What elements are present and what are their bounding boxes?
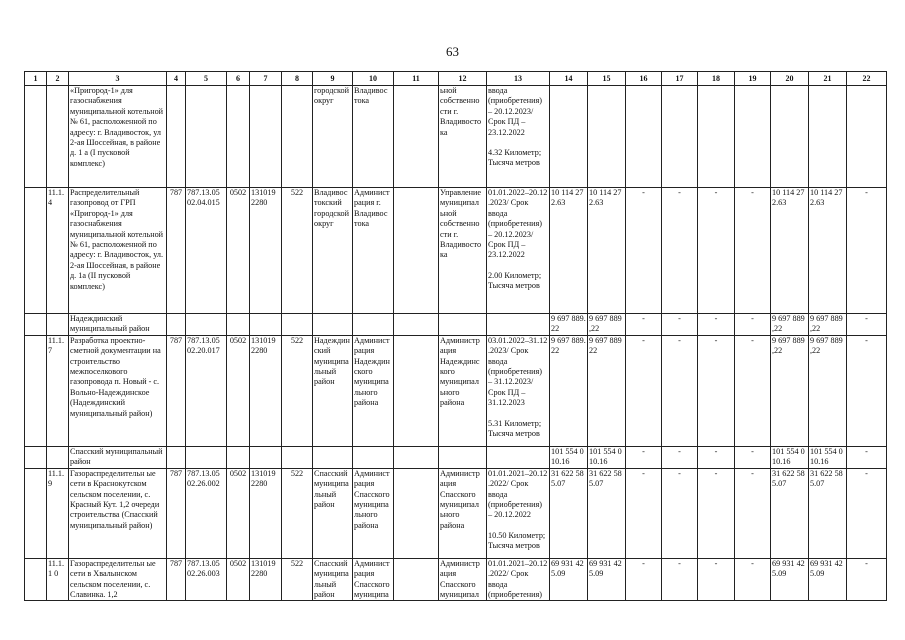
cell-col-18: - — [698, 446, 735, 468]
cell-col-15 — [588, 86, 626, 188]
cell-col-22: - — [847, 335, 887, 446]
column-number: 21 — [809, 72, 847, 86]
column-number: 14 — [550, 72, 588, 86]
cell-col-1 — [25, 314, 47, 336]
term-text: ввода (приобретения) – 20.12.2023/ Срок ПД – 23.12.2022 — [488, 86, 543, 137]
cell-col-4: 787 — [167, 558, 186, 601]
cell-col-21: 10 114 27 2.63 — [809, 188, 847, 314]
cell-col-15: 9 697 889 ,22 — [588, 314, 626, 336]
cell-col-6: 0502 — [227, 188, 250, 314]
cell-col-17: - — [662, 314, 698, 336]
column-number: 22 — [847, 72, 887, 86]
column-number: 12 — [439, 72, 487, 86]
cell-col-12: Управление муниципал ьной собственно сти г. Владивосто ка — [439, 188, 487, 314]
cell-col-21: 31 622 58 5.07 — [809, 468, 847, 558]
cell-col-12: ьной собственно сти г. Владивосто ка — [439, 86, 487, 188]
cell-col-7: 131019 2280 — [250, 188, 282, 314]
cell-col-5: 787.13.05 02.20.017 — [186, 335, 227, 446]
cell-col-12: Администр ация Спасского муниципал — [439, 558, 487, 601]
cell-col-9 — [313, 314, 353, 336]
cell-col-7 — [250, 314, 282, 336]
cell-col-20: 101 554 0 10.16 — [771, 446, 809, 468]
cell-col-11 — [394, 335, 439, 446]
cell-col-19: - — [735, 446, 771, 468]
cell-col-13 — [487, 188, 550, 314]
spacer — [488, 261, 548, 271]
cell-col-19: - — [735, 468, 771, 558]
cell-col-1 — [25, 86, 47, 188]
cell-col-17 — [662, 86, 698, 188]
cell-col-16: - — [626, 446, 662, 468]
cell-col-9: городской округ — [313, 86, 353, 188]
capacity-text: 2.00 Километр; Тысяча метров — [488, 270, 542, 291]
cell-col-7: 131019 2280 — [250, 335, 282, 446]
cell-col-13 — [487, 446, 550, 468]
cell-col-2: 11.1.7 — [47, 335, 69, 446]
column-number: 3 — [69, 72, 167, 86]
cell-col-17: - — [662, 468, 698, 558]
cell-col-6: 0502 — [227, 558, 250, 601]
cell-col-16: - — [626, 468, 662, 558]
cell-col-7 — [250, 86, 282, 188]
cell-col-12 — [439, 314, 487, 336]
cell-col-8 — [282, 446, 313, 468]
cell-col-19: - — [735, 188, 771, 314]
column-number: 4 — [167, 72, 186, 86]
cell-col-9: Владивос токский городской округ — [313, 188, 353, 314]
cell-col-8 — [282, 314, 313, 336]
cell-col-4 — [167, 446, 186, 468]
table-row — [25, 188, 887, 314]
cell-col-3: Разработка проектно-сметной документации на строительство межпоселкового газопровода п. Новый - с. Вольно-Надеждинское (Надеждинский муниципальный район) — [69, 335, 167, 446]
cell-col-14: 69 931 42 5.09 — [550, 558, 588, 601]
cell-col-6 — [227, 86, 250, 188]
spacer — [488, 138, 548, 148]
column-number: 7 — [250, 72, 282, 86]
cell-col-1 — [25, 335, 47, 446]
term-text: 03.01.2022–31.12 .2023/ Срок ввода (приобретения) – 31.12.2023/ Срок ПД – 31.12.2023 — [488, 335, 548, 408]
cell-col-19: - — [735, 335, 771, 446]
cell-col-14 — [550, 86, 588, 188]
table-row — [25, 86, 887, 188]
cell-col-4: 787 — [167, 335, 186, 446]
cell-col-19: - — [735, 314, 771, 336]
cell-col-14: 101 554 0 10.16 — [550, 446, 588, 468]
cell-col-14: 9 697 889. 22 — [551, 314, 586, 334]
cell-col-3: Надеждинский муниципальный район — [69, 314, 167, 336]
table-row — [25, 314, 887, 336]
cell-col-5 — [186, 446, 227, 468]
cell-col-20: 69 931 42 5.09 — [771, 558, 809, 601]
table-row — [25, 335, 887, 446]
cell-col-4 — [167, 314, 186, 336]
cell-col-6: 0502 — [227, 468, 250, 558]
cell-col-3: Газораспределительн ые сети в Хвалынском сельском поселении, с. Славинка. 1,2 — [69, 558, 167, 601]
table-row — [25, 468, 887, 558]
capacity-text: 5.31 Километр; Тысяча метров — [488, 418, 542, 439]
column-number: 1 — [25, 72, 47, 86]
cell-col-20: 9 697 889 ,22 — [771, 335, 809, 446]
cell-col-12 — [439, 446, 487, 468]
cell-col-2: 11.1.9 — [47, 468, 69, 558]
column-number: 11 — [394, 72, 439, 86]
cell-col-5: 787.13.05 02.26.002 — [186, 468, 227, 558]
cell-col-9: Надеждин ский муниципа льный район — [313, 335, 353, 446]
capacity-text: 10.50 Километр; Тысяча метров — [488, 530, 546, 551]
cell-col-11 — [394, 314, 439, 336]
cell-col-2 — [47, 446, 69, 468]
cell-col-13 — [487, 86, 550, 188]
cell-col-4 — [167, 86, 186, 188]
cell-col-21: 9 697 889 ,22 — [809, 314, 847, 336]
cell-col-15: 101 554 0 10.16 — [588, 446, 626, 468]
capacity-text: 4.32 Километр; Тысяча метров — [488, 148, 542, 168]
cell-col-11 — [394, 468, 439, 558]
cell-col-10: Админист рация Надеждин ского муниципа льного района — [353, 335, 394, 446]
cell-col-17: - — [662, 558, 698, 601]
cell-col-18: - — [698, 188, 735, 314]
column-number: 6 — [227, 72, 250, 86]
cell-col-16: - — [626, 314, 662, 336]
cell-col-3: Спасский муниципальный район — [69, 446, 167, 468]
cell-col-20: 10 114 27 2.63 — [771, 188, 809, 314]
cell-col-10: Админист рация Спасского муниципа — [353, 558, 394, 601]
spacer — [488, 521, 548, 531]
cell-col-15: 69 931 42 5.09 — [588, 558, 626, 601]
cell-col-9: Спасский муниципа льный район — [313, 468, 353, 558]
cell-col-21: 9 697 889 ,22 — [809, 335, 847, 446]
cell-col-22 — [847, 86, 887, 188]
cell-col-6: 0502 — [227, 335, 250, 446]
cell-col-22: - — [847, 468, 887, 558]
cell-col-8: 522 — [282, 468, 313, 558]
cell-col-22: - — [847, 314, 887, 336]
cell-col-20: 31 622 58 5.07 — [771, 468, 809, 558]
cell-col-8: 522 — [282, 188, 313, 314]
cell-col-13 — [487, 335, 550, 446]
cell-col-7: 131019 2280 — [250, 468, 282, 558]
cell-col-21: 69 931 42 5.09 — [809, 558, 847, 601]
cell-col-3: Газораспределительн ые сети в Краснокутском сельском поселении, с. Красный Кут. 1,2 очереди строительства (Спасский муниципальный район) — [69, 468, 167, 558]
cell-col-18: - — [698, 558, 735, 601]
spacer — [488, 409, 548, 419]
column-number-row — [25, 72, 887, 86]
register-table — [24, 71, 887, 601]
cell-col-21 — [809, 86, 847, 188]
cell-col-7: 131019 2280 — [250, 558, 282, 601]
cell-col-16 — [626, 86, 662, 188]
term-text: 01.01.2021–20.12 .2022/ Срок ввода (приобретения) — [488, 558, 548, 600]
cell-col-10: Админист рация г. Владивос тока — [353, 188, 394, 314]
cell-col-8 — [282, 86, 313, 188]
cell-col-11 — [394, 446, 439, 468]
cell-col-16: - — [626, 188, 662, 314]
cell-col-16: - — [626, 558, 662, 601]
cell-col-17: - — [662, 335, 698, 446]
cell-col-12: Администр ация Надеждинс кого муниципал ьного района — [439, 335, 487, 446]
cell-col-3: «Пригород-1» для газоснабжения муниципальной котельной № 61, расположенной по адресу: г. Владивосток, ул 2-ая Шоссейная, в районе д. 1 а (I пусковой комплекс) — [69, 86, 167, 188]
cell-col-11 — [394, 86, 439, 188]
cell-col-6 — [227, 314, 250, 336]
cell-col-6 — [227, 446, 250, 468]
column-number: 16 — [626, 72, 662, 86]
page-number: 63 — [446, 44, 459, 59]
cell-col-1 — [25, 446, 47, 468]
column-number: 10 — [353, 72, 394, 86]
column-number: 13 — [487, 72, 550, 86]
cell-col-8: 522 — [282, 558, 313, 601]
cell-col-13 — [487, 468, 550, 558]
cell-col-17: - — [662, 446, 698, 468]
column-number: 2 — [47, 72, 69, 86]
cell-col-1 — [25, 468, 47, 558]
column-number: 15 — [588, 72, 626, 86]
cell-col-21: 101 554 0 10.16 — [809, 446, 847, 468]
cell-col-22: - — [847, 188, 887, 314]
cell-col-16: - — [626, 335, 662, 446]
cell-col-19: - — [735, 558, 771, 601]
cell-col-4: 787 — [167, 188, 186, 314]
cell-col-14: 31 622 58 5.07 — [550, 468, 588, 558]
cell-col-13 — [487, 558, 550, 601]
cell-col-10 — [353, 314, 394, 336]
cell-col-5: 787.13.05 02.26.003 — [186, 558, 227, 601]
cell-col-11 — [394, 558, 439, 601]
cell-col-22: - — [847, 558, 887, 601]
cell-col-15: 9 697 889 22 — [588, 335, 626, 446]
column-number: 19 — [735, 72, 771, 86]
cell-col-14: 10 114 27 2.63 — [550, 188, 588, 314]
cell-col-3: Распределительный газопровод от ГРП «Пригород-1» для газоснабжения муниципальной котельной № 61, расположенной по адресу: г. Владивосток, ул. 2-ая Шоссейная, в районе д. 1а (II пусковой комплекс) — [69, 188, 167, 314]
cell-col-14: 9 697 889. 22 — [550, 335, 588, 446]
cell-col-9: Спасский муниципа льный район — [313, 558, 353, 601]
column-number: 9 — [313, 72, 353, 86]
cell-col-2 — [47, 86, 69, 188]
column-number: 20 — [771, 72, 809, 86]
cell-col-18: - — [698, 468, 735, 558]
cell-col-11 — [394, 188, 439, 314]
cell-col-2 — [47, 314, 69, 336]
cell-col-2: 11.1.1 0 — [47, 558, 69, 601]
cell-col-15: 10 114 27 2.63 — [588, 188, 626, 314]
table-row — [25, 446, 887, 468]
cell-col-19 — [735, 86, 771, 188]
column-number: 5 — [186, 72, 227, 86]
cell-col-1 — [25, 188, 47, 314]
cell-col-10: Админист рация Спасского муниципа льного района — [353, 468, 394, 558]
cell-col-5 — [186, 314, 227, 336]
cell-col-15: 31 622 58 5.07 — [588, 468, 626, 558]
column-number: 17 — [662, 72, 698, 86]
cell-col-4: 787 — [167, 468, 186, 558]
cell-col-5 — [186, 86, 227, 188]
cell-col-18: - — [698, 314, 735, 336]
column-number: 18 — [698, 72, 735, 86]
column-number: 8 — [282, 72, 313, 86]
cell-col-20: 9 697 889 ,22 — [771, 314, 809, 336]
cell-col-10 — [353, 446, 394, 468]
cell-col-18: - — [698, 335, 735, 446]
term-text: 01.01.2021–20.12 .2022/ Срок ввода (приобретения) – 20.12.2022 — [488, 468, 548, 520]
cell-col-1 — [25, 558, 47, 601]
cell-col-5: 787.13.05 02.04.015 — [186, 188, 227, 314]
cell-col-13 — [487, 314, 550, 336]
cell-col-18 — [698, 86, 735, 188]
table-row — [25, 558, 887, 601]
cell-col-8: 522 — [282, 335, 313, 446]
cell-col-9 — [313, 446, 353, 468]
cell-col-10: Владивос тока — [353, 86, 394, 188]
cell-col-12: Администр ация Спасского муниципал ьного района — [439, 468, 487, 558]
cell-col-2: 11.1.4 — [47, 188, 69, 314]
term-text: 01.01.2022–20.12 .2023/ Срок ввода (приобретения) – 20.12.2023/ Срок ПД – 23.12.2022 — [488, 188, 548, 260]
cell-col-17: - — [662, 188, 698, 314]
cell-col-7 — [250, 446, 282, 468]
cell-col-22: - — [847, 446, 887, 468]
cell-col-20 — [771, 86, 809, 188]
